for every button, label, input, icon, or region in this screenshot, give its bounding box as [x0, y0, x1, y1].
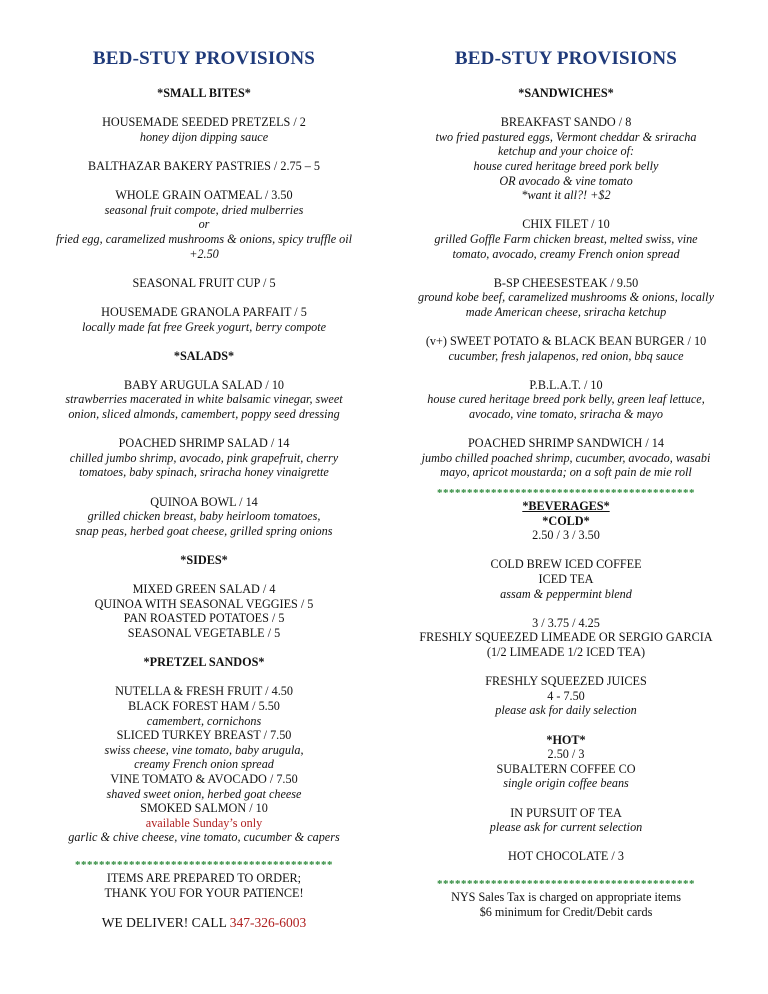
item-description: creamy French onion spread	[134, 757, 274, 772]
menu-item: FRESHLY SQUEEZED LIMEADE OR SERGIO GARCIA	[419, 630, 713, 645]
pretzel-sandos-heading: *PRETZEL SANDOS*	[143, 655, 265, 670]
menu-item: HOUSEMADE GRANOLA PARFAIT / 5	[101, 304, 307, 319]
notice-line: ITEMS ARE PREPARED TO ORDER;	[106, 871, 302, 886]
item-description: mayo, apricot moustarda; on a soft pain de mie roll	[440, 465, 692, 480]
cold-heading: *COLD*	[542, 513, 590, 528]
price-line: 2.50 / 3	[547, 747, 585, 762]
item-description: swiss cheese, vine tomato, baby arugula,	[104, 742, 304, 757]
menu-item: SLICED TURKEY BREAST / 7.50	[116, 728, 292, 743]
payment-note: $6 minimum for Credit/Debit cards	[479, 905, 653, 920]
item-description: two fried pastured eggs, Vermont cheddar & sriracha	[435, 129, 697, 144]
menu-item: ICED TEA	[538, 572, 594, 586]
menu-item: POACHED SHRIMP SALAD / 14	[118, 436, 290, 451]
divider-stars: *******************************************	[437, 878, 695, 891]
menu-item: MIXED GREEN SALAD / 4	[132, 582, 276, 597]
item-description: fried egg, caramelized mushrooms & onions, spicy truffle oil	[55, 231, 353, 246]
menu-item: CHIX FILET / 10	[522, 217, 610, 232]
tax-note: NYS Sales Tax is charged on appropriate items	[451, 890, 681, 905]
sides-heading: *SIDES*	[180, 553, 228, 567]
item-description: snap peas, herbed goat cheese, grilled spring onions	[75, 523, 333, 538]
menu-item: BLACK FOREST HAM / 5.50	[128, 698, 280, 713]
menu-item: IN PURSUIT OF TEA	[510, 805, 622, 820]
left-content	[12, 86, 396, 931]
item-description: grilled Goffle Farm chicken breast, melted swiss, vine	[434, 231, 698, 246]
menu-item: QUINOA BOWL / 14	[150, 494, 258, 509]
menu-item: B-SP CHEESESTEAK / 9.50	[493, 275, 639, 290]
item-description: please ask for daily selection	[495, 703, 637, 718]
item-description: +2.50	[189, 246, 219, 261]
item-description: house cured heritage breed pork belly	[473, 158, 659, 173]
item-description: jumbo chilled poached shrimp, cucumber, avocado, wasabi	[421, 450, 711, 465]
menu-item: QUINOA WITH SEASONAL VEGGIES / 5	[94, 596, 314, 611]
menu-item: POACHED SHRIMP SANDWICH / 14	[468, 436, 664, 451]
item-description: OR avocado & vine tomato	[499, 173, 633, 188]
item-description: cucumber, fresh jalapenos, red onion, bbq sauce	[448, 348, 684, 363]
divider-stars: *******************************************	[437, 487, 695, 500]
menu-item: (1/2 LIMEADE 1/2 ICED TEA)	[486, 644, 646, 659]
delivery-line	[12, 915, 396, 931]
item-description: made American cheese, sriracha ketchup	[465, 304, 667, 319]
menu-item: SEASONAL VEGETABLE / 5	[127, 625, 281, 640]
menu-item: NUTELLA & FRESH FRUIT / 4.50	[115, 684, 293, 699]
item-description: tomatoes, baby spinach, sriracha honey vinaigrette	[79, 465, 329, 480]
item-description: garlic & chive cheese, vine tomato, cucumber & capers	[68, 830, 340, 845]
menu-item: COLD BREW ICED COFFEE	[490, 557, 642, 572]
salads-heading: *SALADS*	[173, 348, 235, 363]
menu-item: (v+) SWEET POTATO & BLACK BEAN BURGER / 10	[425, 334, 707, 349]
item-description: ketchup and your choice of:	[497, 144, 635, 159]
price-line: 2.50 / 3 / 3.50	[532, 528, 600, 543]
item-description: avocado, vine tomato, sriracha & mayo	[469, 407, 663, 422]
menu-item: SMOKED SALMON / 10	[140, 801, 268, 816]
menu-item: HOUSEMADE SEEDED PRETZELS / 2	[102, 115, 306, 130]
item-description: *want it all?! +$2	[521, 188, 611, 203]
item-description: chilled jumbo shrimp, avocado, pink grapefruit, cherry	[69, 450, 339, 465]
item-description: please ask for current selection	[489, 820, 643, 835]
menu-item: BALTHAZAR BAKERY PASTRIES / 2.75 – 5	[88, 158, 320, 173]
menu-item: BABY ARUGULA SALAD / 10	[123, 377, 285, 392]
menu-item: BREAKFAST SANDO / 8	[500, 115, 632, 130]
item-description: ground kobe beef, caramelized mushrooms & onions, locally	[418, 290, 714, 305]
menu-item: SUBALTERN COFFEE CO	[496, 761, 636, 776]
menu-item: WHOLE GRAIN OATMEAL / 3.50	[115, 188, 293, 203]
menu-item: VINE TOMATO & AVOCADO / 7.50	[110, 771, 298, 786]
availability-note: available Sunday’s only	[145, 815, 263, 830]
price-line: 4 - 7.50	[547, 688, 585, 703]
item-description: house cured heritage breed pork belly, green leaf lettuce,	[427, 392, 705, 407]
sandwiches-heading: *SANDWICHES*	[518, 86, 614, 100]
item-description: strawberries macerated in white balsamic vinegar, sweet	[65, 392, 343, 407]
item-description: tomato, avocado, creamy French onion spread	[452, 246, 680, 261]
left-title: BED-STUY PROVISIONS	[92, 48, 316, 69]
menu-item: SEASONAL FRUIT CUP / 5	[132, 275, 276, 290]
right-title: BED-STUY PROVISIONS	[454, 48, 678, 69]
right-content	[376, 86, 756, 920]
menu-item: FRESHLY SQUEEZED JUICES	[485, 674, 647, 689]
item-description: grilled chicken breast, baby heirloom tomatoes,	[87, 509, 321, 524]
menu-item: P.B.L.A.T. / 10	[529, 377, 603, 392]
item-description: onion, sliced almonds, camembert, poppy seed dressing	[68, 407, 340, 422]
delivery-label: WE DELIVER! CALL	[101, 915, 230, 931]
notice-line: THANK YOU FOR YOUR PATIENCE!	[104, 886, 304, 901]
menu-item: PAN ROASTED POTATOES / 5	[123, 611, 285, 626]
item-description: seasonal fruit compote, dried mulberries	[104, 202, 304, 217]
item-description: or	[198, 217, 210, 232]
small-bites-heading: *SMALL BITES*	[157, 86, 251, 100]
item-description: shaved sweet onion, herbed goat cheese	[106, 786, 302, 801]
phone-number: 347-326-6003	[229, 915, 307, 931]
item-description: camembert, cornichons	[146, 713, 262, 728]
price-line: 3 / 3.75 / 4.25	[532, 615, 600, 630]
item-description: single origin coffee beans	[503, 776, 629, 791]
hot-heading: *HOT*	[546, 732, 586, 747]
item-description: honey dijon dipping sauce	[139, 129, 269, 144]
menu-item: HOT CHOCOLATE / 3	[508, 849, 624, 864]
beverages-heading: *BEVERAGES*	[522, 499, 610, 514]
item-description: assam & peppermint blend	[500, 586, 632, 601]
divider-stars: *******************************************	[75, 859, 333, 872]
item-description: locally made fat free Greek yogurt, berry compote	[81, 319, 327, 334]
